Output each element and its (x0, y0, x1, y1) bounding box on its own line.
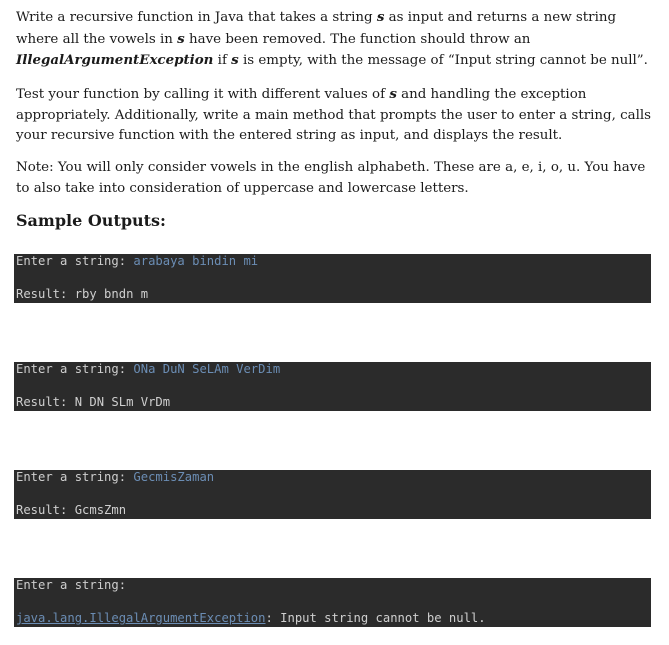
console-result-line (16, 395, 170, 410)
console-result-line (16, 287, 148, 302)
console-prompt-line (16, 470, 214, 485)
text-segment: is empty, with the message of “Input string cannot be null”. (238, 53, 648, 68)
result-label: Result: (16, 395, 75, 409)
prompt-text: Enter a string: (16, 578, 134, 592)
console-result-line (16, 503, 126, 518)
error-message: : Input string cannot be null. (265, 611, 486, 625)
text-segment: if (213, 53, 232, 68)
prompt-text: Enter a string: (16, 470, 134, 484)
console-output-3 (14, 470, 651, 519)
console-output-4 (14, 578, 651, 627)
user-input: arabaya bindin mi (133, 254, 259, 268)
testing-instructions-paragraph (16, 84, 656, 147)
result-label: Result: (16, 503, 75, 517)
exception-name: IllegalArgumentException (16, 52, 214, 68)
text-segment: have been removed. The function should throw an (184, 31, 531, 47)
prompt-text: Enter a string: (16, 362, 134, 376)
user-input: GecmisZaman (133, 470, 215, 484)
task-description-paragraph (16, 7, 656, 72)
prompt-text: Enter a string: (16, 254, 134, 268)
result-label: Result: (16, 287, 75, 301)
console-output-1 (14, 254, 651, 303)
text-segment: Test your function by calling it with different values of (16, 87, 390, 102)
variable-s: s (389, 86, 397, 102)
note-paragraph: Note: You will only consider vowels in the english alphabeth. These are a, e, i, o, u. You have to also take into consideration of uppercase and lowercase letters. (16, 160, 646, 196)
sample-outputs-heading: Sample Outputs: (16, 211, 166, 230)
user-input: ONa DuN SeLAm VerDim (133, 362, 281, 376)
console-prompt-line (16, 362, 280, 377)
text-segment: as input and returns a new string where all the vowels in (16, 10, 617, 47)
result-value: N DN SLm VrDm (74, 395, 171, 409)
text-segment: Write a recursive function in Java that takes a string (16, 10, 377, 25)
result-value: rby bndn m (74, 287, 149, 301)
console-output-2 (14, 362, 651, 411)
console-prompt-line (16, 254, 258, 269)
console-prompt-line (16, 578, 133, 593)
variable-s: s (376, 9, 385, 25)
result-value: GcmsZmn (74, 503, 127, 517)
console-error-line (16, 611, 486, 626)
exception-link[interactable]: java.lang.IllegalArgumentException (16, 611, 266, 625)
variable-s: s (231, 52, 239, 68)
variable-s: s (177, 30, 185, 47)
text-segment: and handling the exception appropriately. Additionally, write a main method that prompts the user to enter a string, calls your recursive function with the entered string as input, and displays the result. (16, 87, 652, 143)
